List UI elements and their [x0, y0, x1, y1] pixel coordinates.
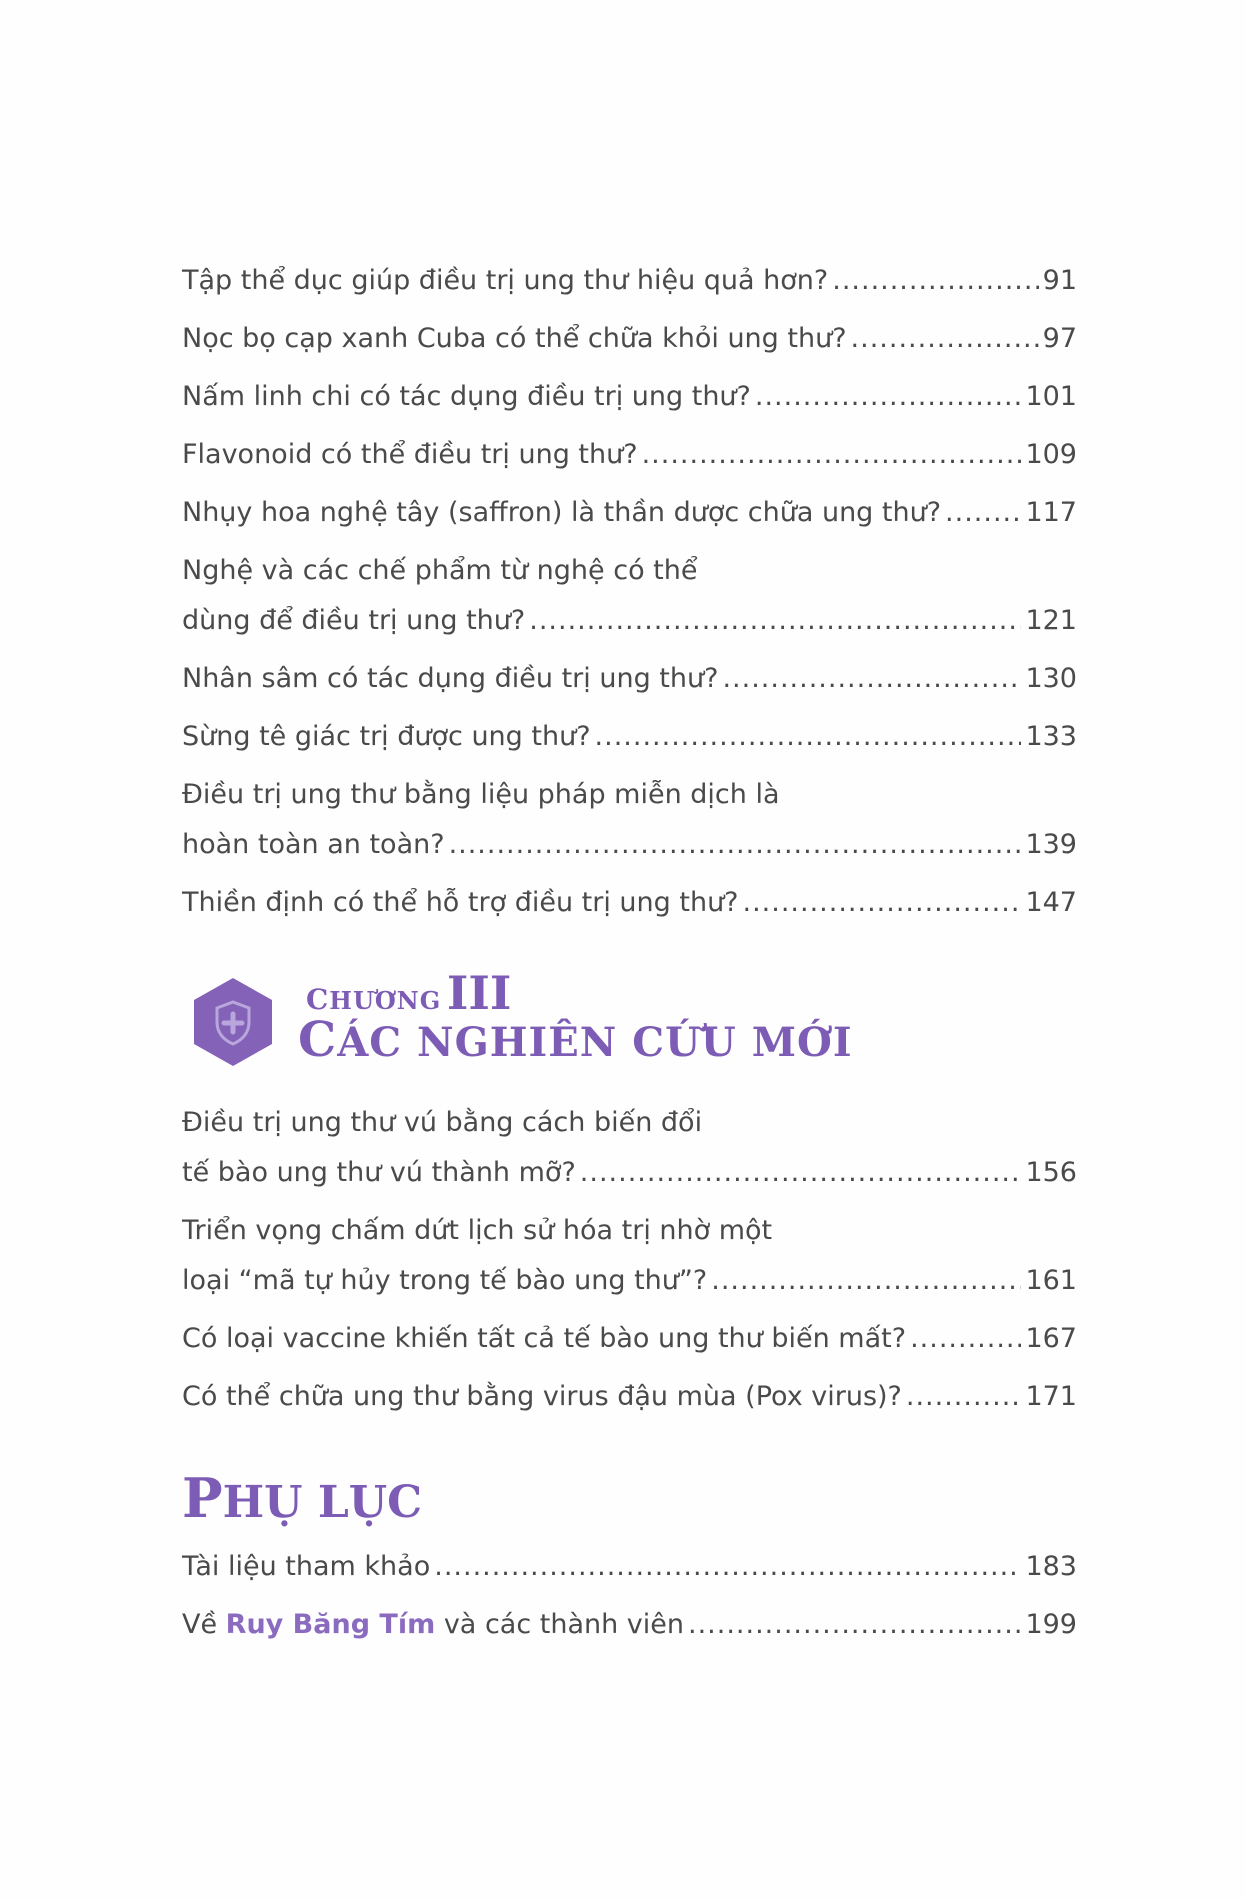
leader-dots	[595, 718, 1022, 756]
entry-page: 167	[1025, 1323, 1077, 1354]
entry-title: Nấm linh chi có tác dụng điều trị ung thư?	[182, 381, 751, 412]
leader-dots	[688, 1606, 1021, 1644]
leader-dots	[743, 884, 1022, 922]
entry-title: Tài liệu tham khảo	[182, 1551, 431, 1582]
entry-page: 117	[1025, 497, 1077, 528]
entry-title: Về Ruy Băng Tím và các thành viên	[182, 1609, 685, 1640]
appendix-heading: PHỤ LỤC	[182, 1466, 423, 1530]
leader-dots	[434, 1548, 1021, 1586]
toc-entry[interactable]	[182, 776, 1077, 864]
leader-dots	[945, 494, 1021, 532]
entry-page: 130	[1025, 663, 1077, 694]
toc-entry[interactable]	[182, 1212, 1077, 1300]
entry-page: 156	[1025, 1157, 1077, 1188]
entry-page: 101	[1025, 381, 1077, 412]
toc-entry[interactable]	[182, 718, 1077, 756]
entry-title: Thiền định có thể hỗ trợ điều trị ung thư?	[182, 887, 739, 918]
entry-title: Nhụy hoa nghệ tây (saffron) là thần dược chữa ung thư?	[182, 497, 942, 528]
leader-dots	[832, 262, 1038, 300]
entry-title: Nọc bọ cạp xanh Cuba có thể chữa khỏi ung thư?	[182, 323, 847, 354]
toc-entry[interactable]	[182, 262, 1077, 300]
entry-page: 109	[1025, 439, 1077, 470]
entry-title: hoàn toàn an toàn?	[182, 829, 445, 860]
toc-entry[interactable]	[182, 320, 1077, 358]
entry-title-line1: Điều trị ung thư bằng liệu pháp miễn dịch là	[182, 779, 780, 810]
leader-dots	[851, 320, 1039, 358]
leader-dots	[722, 660, 1021, 698]
toc-entry[interactable]	[182, 1548, 1077, 1586]
leader-dots	[910, 1320, 1021, 1358]
leader-dots	[580, 1154, 1022, 1192]
toc-entry[interactable]	[182, 436, 1077, 474]
toc-entry[interactable]	[182, 1104, 1077, 1192]
entry-page: 139	[1025, 829, 1077, 860]
leader-dots	[906, 1378, 1022, 1416]
entry-title: Sừng tê giác trị được ung thư?	[182, 721, 591, 752]
entry-page: 199	[1025, 1609, 1077, 1640]
toc-entry[interactable]	[182, 378, 1077, 416]
entry-title: tế bào ung thư vú thành mỡ?	[182, 1157, 576, 1188]
entry-title-line1: Điều trị ung thư vú bằng cách biến đổi	[182, 1107, 703, 1138]
entry-title-line1: Triển vọng chấm dứt lịch sử hóa trị nhờ một	[182, 1215, 773, 1246]
entry-title-line1: Nghệ và các chế phẩm từ nghệ có thể	[182, 555, 698, 586]
brand-highlight: Ruy Băng Tím	[225, 1609, 436, 1640]
entry-page: 121	[1025, 605, 1077, 636]
leader-dots	[529, 602, 1021, 640]
entry-page: 91	[1042, 265, 1077, 296]
entry-title: Tập thể dục giúp điều trị ung thư hiệu quả hơn?	[182, 265, 829, 296]
leader-dots	[642, 436, 1022, 474]
shield-cross-icon	[192, 976, 274, 1068]
entry-page: 147	[1025, 887, 1077, 918]
entry-page: 97	[1042, 323, 1077, 354]
leader-dots	[711, 1262, 1021, 1300]
leader-dots	[449, 826, 1022, 864]
entry-page: 171	[1025, 1381, 1077, 1412]
toc-entry[interactable]	[182, 884, 1077, 922]
chapter-title: CÁC NGHIÊN CỨU MỚI	[298, 1012, 853, 1068]
entry-title: Nhân sâm có tác dụng điều trị ung thư?	[182, 663, 719, 694]
toc-entry[interactable]	[182, 1606, 1077, 1644]
entry-title: dùng để điều trị ung thư?	[182, 605, 526, 636]
leader-dots	[755, 378, 1022, 416]
entry-page: 161	[1025, 1265, 1077, 1296]
chapter-number-label: CHƯƠNG III	[306, 966, 512, 1020]
entry-title: loại “mã tự hủy trong tế bào ung thư”?	[182, 1265, 708, 1296]
toc-entry[interactable]	[182, 552, 1077, 640]
toc-entry[interactable]	[182, 494, 1077, 532]
chapter-heading	[182, 958, 982, 1078]
toc-entry[interactable]	[182, 1378, 1077, 1416]
entry-page: 183	[1025, 1551, 1077, 1582]
entry-title: Có thể chữa ung thư bằng virus đậu mùa (Pox virus)?	[182, 1381, 902, 1412]
entry-title: Flavonoid có thể điều trị ung thư?	[182, 439, 638, 470]
entry-title: Có loại vaccine khiến tất cả tế bào ung thư biến mất?	[182, 1323, 907, 1354]
toc-entry[interactable]	[182, 1320, 1077, 1358]
entry-page: 133	[1025, 721, 1077, 752]
toc-entry[interactable]	[182, 660, 1077, 698]
